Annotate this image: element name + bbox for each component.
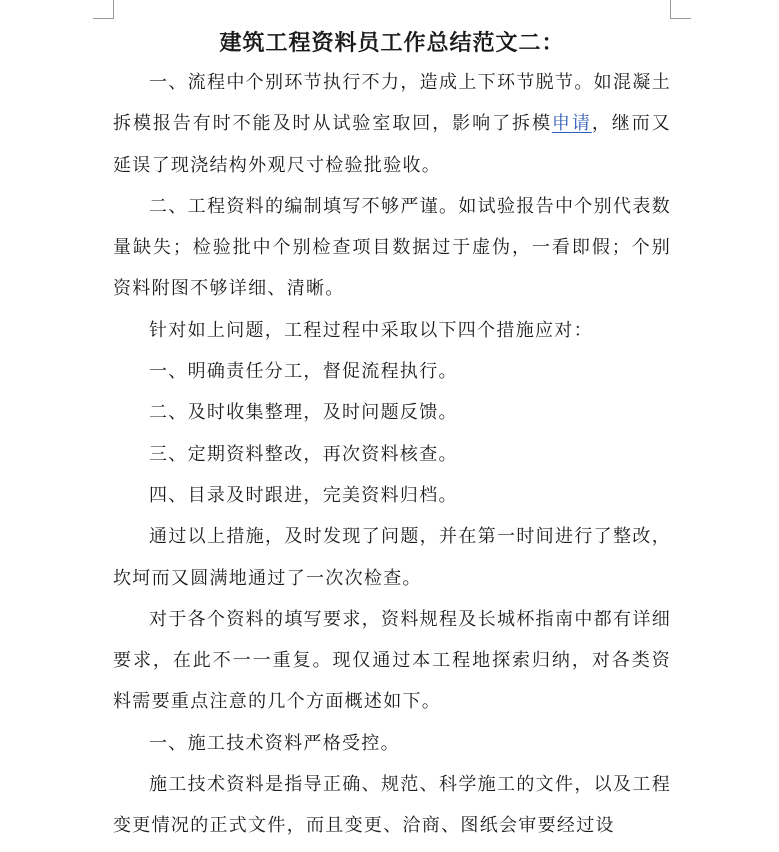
paragraph-result: 通过以上措施，及时发现了问题，并在第一时间进行了整改，坎坷而又圆满地通过了一次次检查。 — [113, 526, 671, 589]
paragraph-measure-3: 三、定期资料整改，再次资料核查。 — [149, 443, 458, 465]
paragraph-measure-4: 四、目录及时跟进，完美资料归档。 — [149, 484, 458, 506]
paragraph-text: ，继而又延误了现浇结构外观尺寸检验批验收。 — [113, 113, 671, 176]
paragraph-compilation-issue: 二、工程资料的编制填写不够严谨。如试验报告中个别代表数量缺失；检验批中个别检查项目数据过于虚伪，一看即假；个别资料附图不够详细、清晰。 — [113, 195, 671, 300]
document-title: 建筑工程资料员工作总结范文二： — [219, 30, 565, 56]
crop-mark-top-right — [670, 0, 691, 19]
crop-mark-top-left — [93, 0, 114, 19]
paragraph-section-heading: 一、施工技术资料严格受控。 — [149, 732, 400, 754]
paragraph-technical-docs: 施工技术资料是指导正确、规范、科学施工的文件，以及工程变更情况的正式文件，而且变更、洽商、图纸会审要经过设 — [113, 774, 671, 837]
paragraph-measures-intro: 针对如上问题，工程过程中采取以下四个措施应对： — [149, 319, 593, 341]
paragraph-text: 一、流程中个别环节执行不力，造成上下环节脱节。如混凝土拆模报告有时不能及时从试验室取回，影响了拆模 — [113, 72, 671, 135]
paragraph-requirements: 对于各个资料的填写要求，资料规程及长城杯指南中都有详细要求，在此不一一重复。现仅通过本工程地探索归纳，对各类资料需要重点注意的几个方面概述如下。 — [113, 608, 671, 713]
paragraph-process-issue — [113, 62, 671, 186]
document-body — [113, 24, 671, 847]
paragraph-measure-1: 一、明确责任分工，督促流程执行。 — [149, 361, 458, 383]
apply-link[interactable]: 申请 — [551, 113, 592, 135]
paragraph-measure-2: 二、及时收集整理，及时问题反馈。 — [149, 402, 458, 424]
